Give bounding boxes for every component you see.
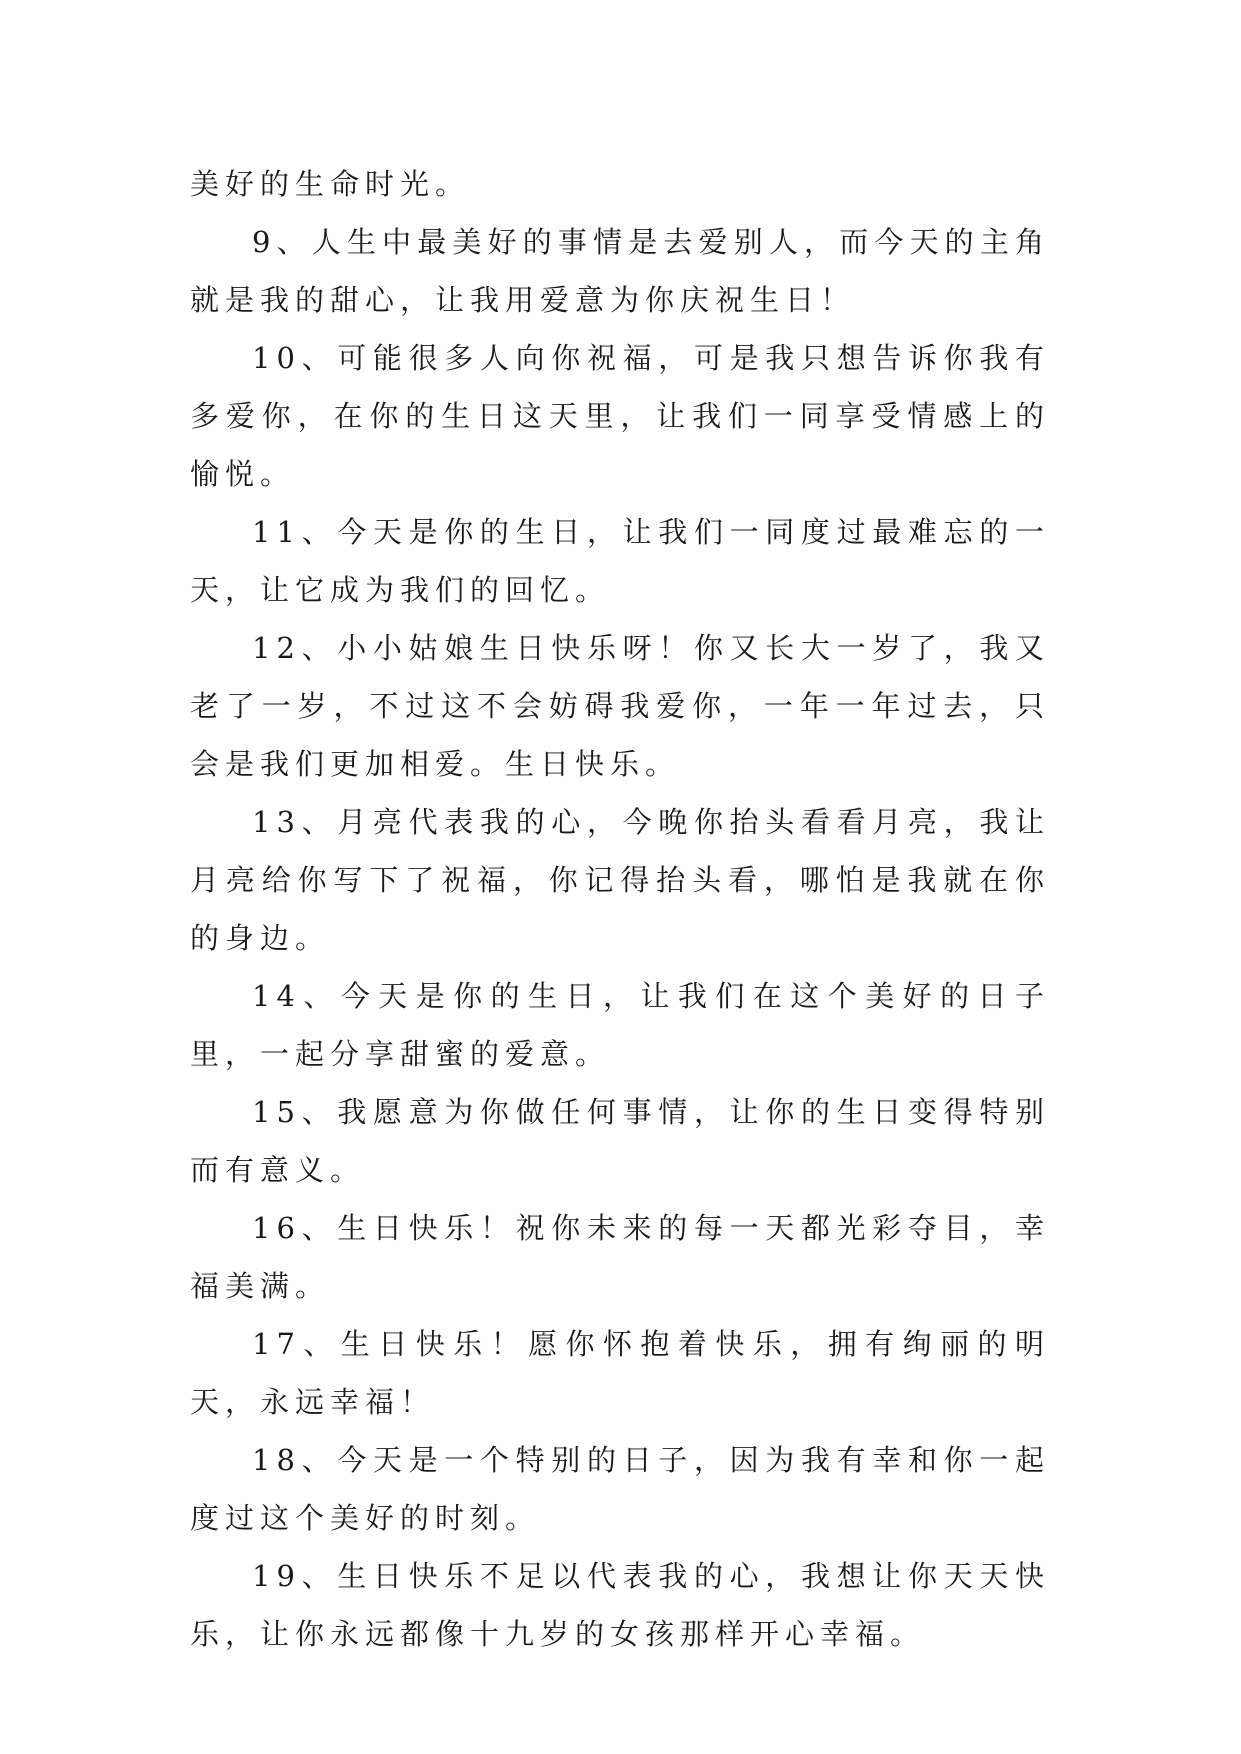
paragraph-item-18: 18、今天是一个特别的日子，因为我有幸和你一起度过这个美好的时刻。 <box>190 1443 1050 1535</box>
paragraph-item-9: 9、人生中最美好的事情是去爱别人，而今天的主角就是我的甜心，让我用爱意为你庆祝生日！ <box>190 225 1050 317</box>
paragraph-item-19: 19、生日快乐不足以代表我的心，我想让你天天快乐，让你永远都像十九岁的女孩那样开心幸福。 <box>190 1559 1050 1651</box>
paragraph-continuation: 美好的生命时光。 <box>190 167 471 201</box>
paragraph-item-16: 16、生日快乐！祝你未来的每一天都光彩夺目，幸福美满。 <box>190 1211 1050 1303</box>
paragraph-item-15: 15、我愿意为你做任何事情，让你的生日变得特别而有意义。 <box>190 1095 1050 1187</box>
paragraph-item-17: 17、生日快乐！愿你怀抱着快乐，拥有绚丽的明天，永远幸福！ <box>190 1327 1050 1419</box>
paragraph-item-10: 10、可能很多人向你祝福，可是我只想告诉你我有多爱你，在你的生日这天里，让我们一同享受情感上的愉悦。 <box>190 341 1050 491</box>
paragraph-item-12: 12、小小姑娘生日快乐呀！你又长大一岁了，我又老了一岁，不过这不会妨碍我爱你，一年一年过去，只会是我们更加相爱。生日快乐。 <box>190 631 1050 781</box>
paragraph-item-13: 13、月亮代表我的心，今晚你抬头看看月亮，我让月亮给你写下了祝福，你记得抬头看，哪怕是我就在你的身边。 <box>190 805 1050 955</box>
document-body <box>190 155 1050 1663</box>
paragraph-item-11: 11、今天是你的生日，让我们一同度过最难忘的一天，让它成为我们的回忆。 <box>190 515 1050 607</box>
paragraph-item-14: 14、今天是你的生日，让我们在这个美好的日子里，一起分享甜蜜的爱意。 <box>190 979 1050 1071</box>
